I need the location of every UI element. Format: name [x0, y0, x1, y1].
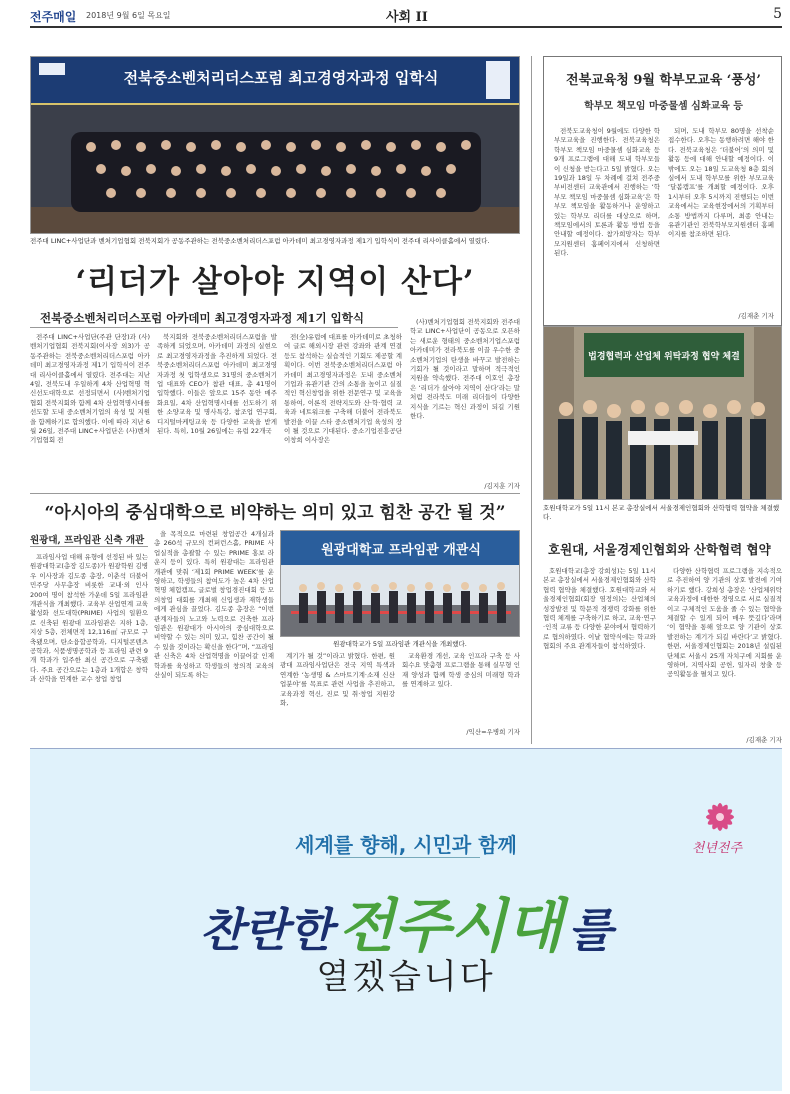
story3-byline: /김재춘 기자: [738, 312, 774, 320]
story3-column-1: 전북도교육청이 9월에도 다양한 학부모교육을 진행한다. 전북교육청은 학부모 책모임 마중물셈 심화교육 등 9개 프로그램에 대해 도내 학부모들이 신청을 받는다고 5일 밝혔다. 오는 19일과 18일 두 차례에 걸쳐 전주중부비전센터 교육관에서 진행하는 ‘학부모 책모임 마중물셈 심화교육’은 학부모 책모임을 활동하거나 운영하고 있는 학부모 리더를 대상으로 하며, 책모임에서의 토론과 활동 방법 등을 안내할 예정이다. 참가희망자는 학부모지원센터 홈페이지에서 신청하면 된다.: [554, 127, 660, 258]
header-rule: [30, 26, 782, 28]
story2-byline: /익산=우병희 기자: [466, 728, 520, 736]
story1-headline: ‘리더가 살아야 지역이 산다’: [75, 264, 475, 300]
story2-sub-rule: [30, 546, 148, 547]
howon-photo-banner-text: 법경협력과 산업체 위탁과정 협약 체결: [588, 352, 740, 362]
story2-column-3: 계기가 될 것”이라고 밝혔다. 한편, 원광대 프라임사업단은 전국 지역 특색과 연계한 ‘농생명 & 스마트기계·소재 신산업분야’를 목표로 관련 사업을 추진하고, 교육과정 혁신, 진로 및 취·창업 지원강화,: [280, 652, 395, 708]
story2-headline: “아시아의 중심대학으로 비약하는 의미 있고 힘찬 공간 될 것”: [44, 503, 506, 523]
story1-column-1: 전주대 LINC+사업단(주관 단장)과 (사)벤처기업협회 전북지회(이사장 외3)가 공동주관하는 전북중소벤처리더스포럼 아카데미 최고경영자과정 제1기 입학식이 전주대 리사이클홀에서 열렸다. 전주대는 지난 4일, 전북도내 우일하게 4차 산업혁명 혁신선도대학으로 선정되면서 (사)벤처기업협회 전북지회와 함께 4차 산업혁명시대를 선도할 도내 중소벤처기업의 육성 및 지원을 함께하기로 합의했다. 이에 따라 지난 6월 26일, 전주대 LINC+사업단은 (사)벤처기업협회 전: [30, 333, 150, 445]
masthead: [30, 6, 782, 26]
story3-title: 전북교육청 9월 학부모교육 ‘풍성’: [566, 73, 761, 88]
page-number: 5: [773, 6, 782, 22]
story1-subheadline: 전북중소벤처리더스포럼 아카데미 최고경영자과정 제1기 입학식: [40, 311, 364, 325]
story4-column-2: 다양한 산학협력 프로그램을 지속적으로 추진하여 양 기관의 상호 발전에 기여하기로 했다. 강희성 총장은 ‘산업체위탁 교육과정에 대한한 경영으로 서로 실질적이고 구체적인 도움을 줄 수 있는 협약을 체결할 수 있게 되어 매우 뜻깊다’라며 ‘이 협약을 통해 앞으로 양 기관이 상호 발전하는 계기가 되길 바란다’고 밝혔다. 한편, 서울경제인협회는 2018년 설립된 단체로 서울시 25개 자치구에 지회를 운영하며, 지역사회 공헌, 일자리 창출 등 공익활동을 펼치고 있다.: [667, 567, 782, 679]
ad-slogan-rule: [330, 857, 480, 858]
story2-column-1: 프라임사업 대해 유형에 선정된 바 있는 원광대학교(총장 김도종)가 원광학원 김병우 이사장과 김도종 총장, 이춘석 더불어민주당 사무총장 비롯한 교내·외 인사 200여 명이 참석한 가운데 5일 프라임관 개관식을 개최했다. 교육부 산업연계 교육활성화 선도대학(PRIME) 사업의 일환으로 신축된 원광대 프라임관은 지하 1층, 지상 5층, 전체면적 12,116㎡ 규모로 구축됐으며, 탄소융합공학과, 디지털콘텐츠공학과, 식품생명공학과 등 프라임 관련 9개 학과가 입주한 최신 공간으로 구축됐다. 주요 공간으로는 1층과 1개합은 창학과 산학을 연계한 교수 창업 창업: [30, 553, 148, 684]
story3-column-2: 되며, 도내 학부모 80명을 선착순 접수한다. 오후는 동행하려면 해야 한다. 전북교육청은 ‘더불어’의 의미 및 활동 등에 대해 안내할 예정이다. 이밖에도 오는 18일 도교육청 8층 회의실에서 도내 학부모를 위한 부모교육 ‘달봄캠프’를 개최할 예정이다. 오후 1시부터 오후 5시까지 진행되는 이번 교육에서는 교육현장에서의 기획부터 소통 방법까지 다루며, 최종 안내는 유관기관인 전북학부모지원센터 홈페이지를 참조하면 된다.: [668, 127, 774, 239]
story1-column-2: 북지회와 전북중소벤처리더스포럼을 발족하게 되었으며, 아카데미 과정의 실현으로 최고경영자과정을 추진하게 되었다. 전북중소벤처리더스포럼 아카데미 최고경영자과정 첫 입학생으로 31명의 중소벤처기업 대표와 CEO가 참관 대표, 총 41명이 입학했다. 이들은 앞으로 15주 동안 매주 화요일, 4차 산업혁명시대를 선도하기 위한 소양교육 및 명사특강, 참조업 연구회, 디지털마케팅교육 등 다양한 교육을 받게 된다. 특히, 10월 26일에는 유럽 22개국: [157, 333, 277, 436]
story2-column-2: 을 목적으로 마련된 창업공간 4개실과 총 260석 규모의 컨퍼런스홀, PRIME 사업실적을 총괄할 수 있는 PRIME 홍보 라운지 등이 있다. 특히 원광대는 프라임관 개관에 맞춰 ‘제1회 PRIME WEEK’를 운영하고, 학생들의 참여도가 높은 4차 산업혁명 체험캠프, 글로벌 창업경진대회 등 모의창업 대회를 개최해 신입생과 재학생들에게 관심을 끌었다. 김도종 총장은 “이번 관계자들의 노고와 노력으로 건축한 프라임관은 원광대가 아시아의 중심대학으로 비약할 수 있는 의미 있고, 힘찬 공간이 될 수 있을 것이라는 확신을 한다”며, “프라임관 신축은 4차 산업혁명을 이끌어갈 인재 학과를 육성하고 학생들의 창의적 교육의 산실이 되도록 하는: [154, 530, 274, 680]
story4-headline: 호원대, 서울경제인협회와 산학협력 협약: [548, 542, 771, 557]
paper-name: 전주매일: [30, 10, 77, 24]
howon-agreement-photo: [543, 326, 782, 500]
story2-column-4: 교육환경 개선, 교육 인프라 구축 등 사회수요 맞춤형 프로그램을 통해 실무형 인재 양성과 함께 학생 중심의 미래형 학과를 연계하고 있다.: [402, 652, 520, 689]
story1-sub-rule: [30, 327, 398, 328]
story1-column-3: 전(全)유럽에 대표를 아카데미로 초청하여 글로 해외시장 관련 강좌와 관계 연결 등도 참석하는 실습적인 기회도 제공할 계획이다. 이번 전북중소벤처리더스포럼 아카데미 최고경영자과정은 도내 중소벤처기업과 유관기관 간의 소통을 높이고 실질적인 혁신창업을 위한 전문연구 및 교육을 통하여, 이론적 전략지도와 산·학·협력 교육과 네트워크를 구축해 더불어 전라북도 발전을 이끌 스타 중소벤처기업 육성의 장이 될 것으로 기대된다. 중소기업진흥공단 이창희 이사장은: [284, 333, 402, 445]
story3-subtitle: 학부모 책모임 마중물셈 심화교육 등: [584, 101, 743, 112]
story4-byline: /김재춘 기자: [746, 736, 782, 744]
ad-slogan-part1: 찬란한: [199, 903, 333, 957]
leaders-forum-photo: [30, 56, 520, 234]
section-title: 사회 II: [386, 10, 428, 25]
story4-column-1: 호원대학교(총장 강희성)는 5일 11시 본교 총장실에서 서울경제인협회와 산학협력 협약을 체결했다. 호원대학교와 서울경제인협회(회장 염정의)는 산업체의 성장발전 및 학문적 경쟁력 강화를 위한 협력 체계를 구축하기로 하고, 교육·연구·인적 교류 등 다양한 분야에서 협력하기로 협의하였다. 이날 협약식에는 학교와 협회의 주요 관계자들이 참석하였다.: [543, 567, 656, 651]
photo-banner-text: 전북중소벤처리더스포럼 최고경영자과정 입학식: [123, 69, 439, 87]
jeonju-ad: [30, 748, 782, 1091]
story-divider: [30, 493, 520, 494]
issue-date: 2018년 9월 6일 목요일: [86, 11, 171, 20]
ad-slogan-part2: 전주시대: [338, 892, 563, 960]
ad-slogan-bottom: 열겠습니다: [316, 957, 496, 997]
prime-hall-photo: [280, 530, 520, 637]
howon-agreement-caption: 호원대학교가 5일 11시 본교 총장실에서 서울경제인협회와 산학협력 협약을 체결했다.: [543, 504, 780, 521]
ad-slogan-part3: 를: [568, 903, 613, 957]
ad-slogan-top: 세계를 향해, 시민과 함께: [295, 833, 517, 857]
ad-logo-text: 천년전주: [691, 841, 742, 856]
leaders-forum-caption: 전주대 LINC+사업단과 벤처기업협회 전북지회가 공동주관하는 전북중소벤처리더스포럼 아카데미 최고경영자과정 제1기 입학식이 전주대 리사이클홀에서 열렸다.: [30, 237, 490, 245]
prime-hall-caption: 원광대학교가 5일 프라임관 개관식을 개최했다.: [333, 640, 467, 648]
story2-subheadline: 원광대, 프라임관 신축 개관: [30, 535, 145, 546]
column-divider: [531, 56, 532, 744]
education-box: [543, 56, 782, 326]
story1-column-4: (사)벤처기업협회 전북지회와 전주대학교 LINC+사업단이 공동으로 오픈하는 새로운 형태의 중소벤처기업스포럼 아카데미가 전라북도를 이끌 우수한 중소벤처기업의 탄생을 바꾸고 발전하는 기회가 될 것이라고 말하며 적극적인 지원을 약속했다. 전주대 이호인 총장은 ‘리더가 살아야 지역이 산다’라는 말처럼 전라북도 미래 리더들이 다양한 지식을 기르는 혁신 과정이 되길 기원한다.: [410, 318, 520, 421]
prime-photo-banner-text: 원광대학교 프라임관 개관식: [321, 543, 481, 558]
story1-byline: /김지훈 기자: [484, 482, 520, 490]
